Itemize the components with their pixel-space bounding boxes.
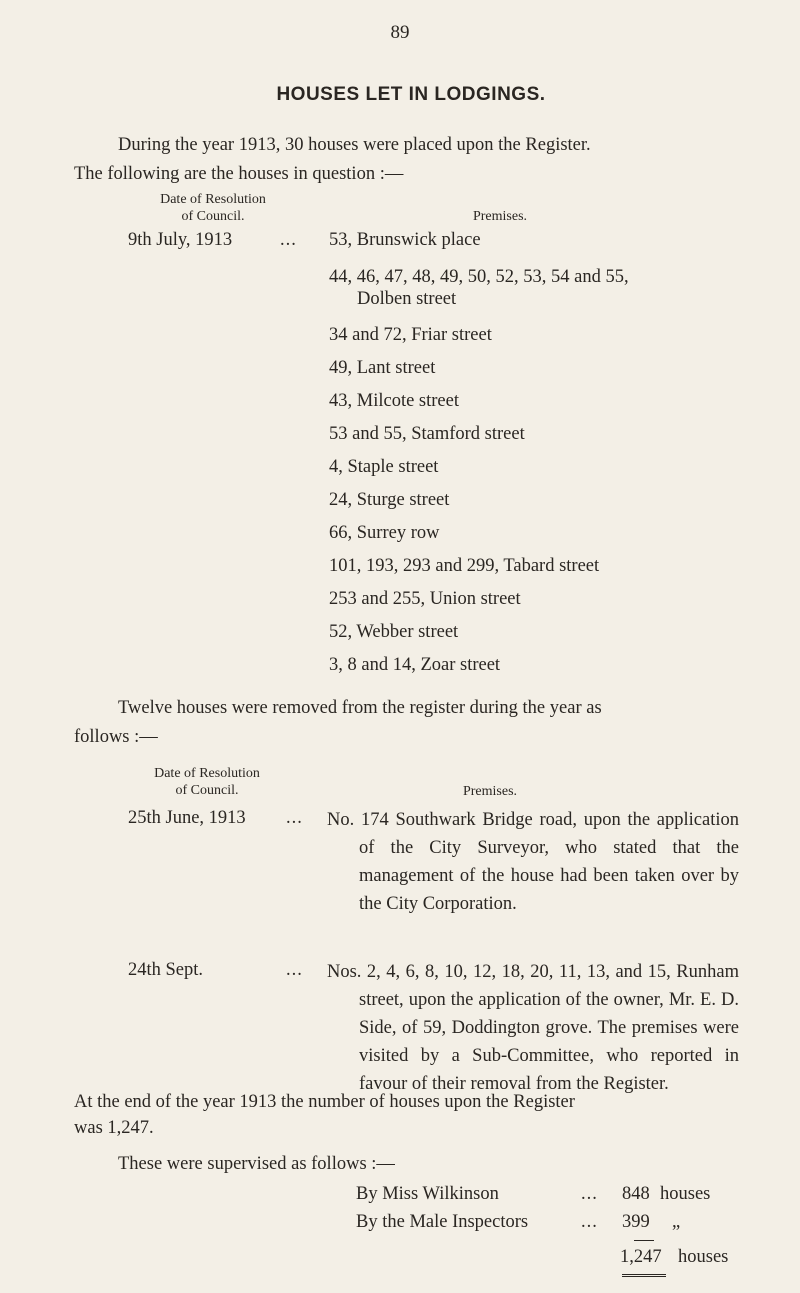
table1-leader: ... [280, 230, 297, 250]
removed-line-2: follows :— [74, 727, 158, 747]
table2-leader: ... [286, 960, 303, 980]
table2-leader: ... [286, 808, 303, 828]
supervision-total-unit: houses [678, 1247, 729, 1267]
table1-row: 101, 193, 293 and 299, Tabard street [329, 556, 600, 576]
table1-row: 53 and 55, Stamford street [329, 424, 525, 444]
removed-line-1: Twelve houses were removed from the register during the year as [118, 698, 602, 718]
table1-date-header: Date of Resolution of Council. [160, 192, 266, 224]
table2-date: 25th June, 1913 [128, 808, 246, 828]
table1-date: 9th July, 1913 [128, 230, 233, 250]
end-year-line-2: was 1,247. [74, 1118, 154, 1138]
supervision-leader: ... [581, 1184, 598, 1204]
table1-row: 49, Lant street [329, 358, 436, 378]
table1-row: 52, Webber street [329, 622, 459, 642]
table1-row: 253 and 255, Union street [329, 589, 521, 609]
supervision-leader: ... [581, 1212, 598, 1232]
table1-row: 3, 8 and 14, Zoar street [329, 655, 501, 675]
table1-row: 24, Sturge street [329, 490, 450, 510]
supervision-count: 399 [622, 1212, 650, 1232]
table1-row: 34 and 72, Friar street [329, 325, 492, 345]
table1-row: 44, 46, 47, 48, 49, 50, 52, 53, 54 and 55, [329, 267, 629, 287]
table1-premises-header: Premises. [472, 209, 528, 224]
end-year-line-1: At the end of the year 1913 the number of houses upon the Register [74, 1092, 575, 1112]
supervision-count: 848 [622, 1184, 650, 1204]
intro-line-2: The following are the houses in question :— [74, 164, 404, 184]
supervision-label: By the Male Inspectors [356, 1212, 529, 1232]
supervision-unit: houses [660, 1184, 711, 1204]
table1-row-continuation: Dolben street [357, 289, 457, 309]
table1-row: 43, Milcote street [329, 391, 459, 411]
intro-line-1: During the year 1913, 30 houses were placed upon the Register. [118, 135, 591, 155]
supervision-total-count: 1,247 [620, 1247, 662, 1267]
table1-row: 53, Brunswick place [329, 230, 481, 250]
table1-row: 4, Staple street [329, 457, 439, 477]
table2-premises-header: Premises. [462, 784, 518, 799]
table2-premises: No. 174 Southwark Bridge road, upon the application of the City Surveyor, who stated that the management of the house had been taken over by the City Corporation. [327, 810, 739, 914]
table1-row: 66, Surrey row [329, 523, 440, 543]
supervision-unit: „ [672, 1212, 681, 1232]
table2-date: 24th Sept. [128, 960, 204, 980]
table2-date-header: Date of Resolution of Council. [154, 766, 260, 798]
page-title: HOUSES LET IN LODGINGS. [276, 84, 546, 105]
table2-premises: Nos. 2, 4, 6, 8, 10, 12, 18, 20, 11, 13, and 15, Runham street, upon the application of the owner, Mr. E. D. Side, of 59, Doddington grove. The premises were visited by a Sub-Committee, who reported in favour of their removal from the Register. [327, 962, 739, 1094]
supervised-intro: These were supervised as follows :— [118, 1154, 395, 1174]
supervision-label: By Miss Wilkinson [356, 1184, 499, 1204]
sum-rule [634, 1240, 654, 1241]
total-double-rule [622, 1274, 666, 1277]
page-number: 89 [390, 22, 410, 43]
